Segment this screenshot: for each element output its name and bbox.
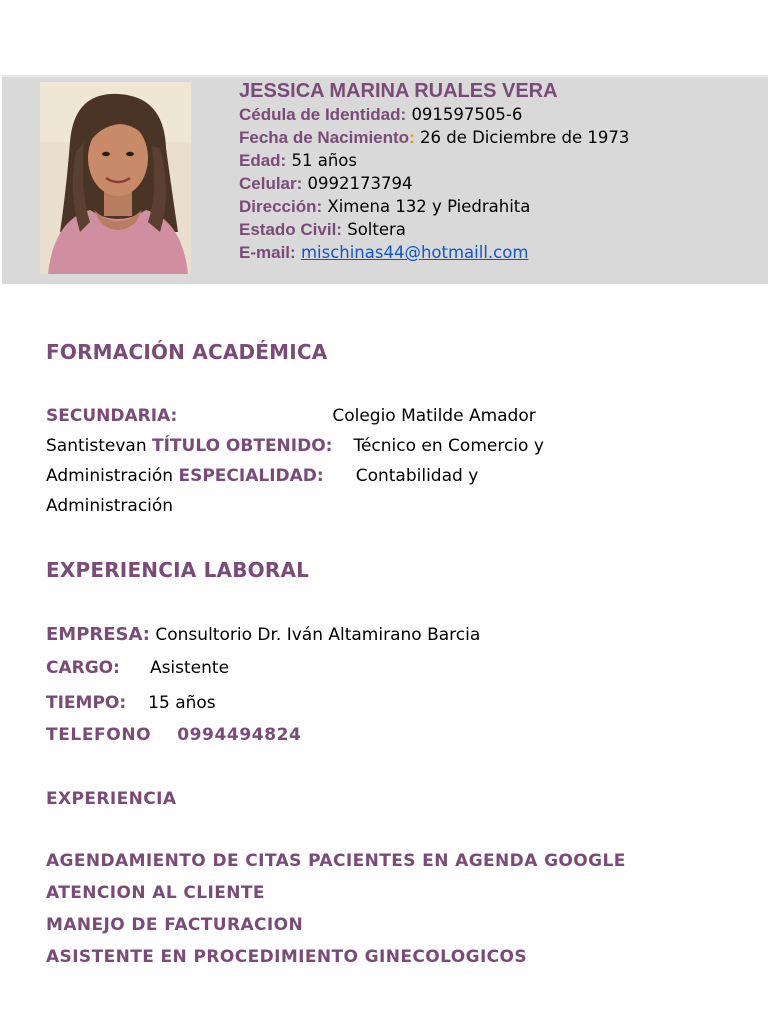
secundaria-value-2: Santistevan [46,436,147,456]
email-row [239,241,629,264]
experiencia-item: MANEJO DE FACTURACION [46,915,304,935]
full-name: JESSICA MARINA RUALES VERA [239,80,558,102]
tiempo-label: TIEMPO: [46,693,127,713]
tiempo-row [46,693,216,713]
nacimiento-row [239,126,629,149]
secundaria-value-1: Colegio Matilde Amador [332,406,536,426]
formacion-line-2 [46,431,606,461]
edad-label: Edad: [239,151,287,170]
nacimiento-label: Fecha de Nacimiento [239,128,410,147]
experiencia-item: ATENCION AL CLIENTE [46,883,265,903]
empresa-label: EMPRESA: [46,624,150,645]
cedula-row [239,103,629,126]
celular-value: 0992173794 [307,174,413,193]
experiencia-laboral-title: EXPERIENCIA LABORAL [46,558,310,582]
personal-info [239,79,629,264]
cargo-row [46,658,229,678]
formacion-line-4 [46,491,606,521]
formacion-title: FORMACIÓN ACADÉMICA [46,340,328,364]
experiencia-item: AGENDAMIENTO DE CITAS PACIENTES EN AGENDA GOOGLE [46,851,626,871]
edad-value: 51 años [291,151,357,170]
celular-label: Celular: [239,174,303,193]
nacimiento-value: 26 de Diciembre de 1973 [419,128,630,147]
direccion-value: Ximena 132 y Piedrahita [327,197,531,216]
secundaria-label: SECUNDARIA: [46,406,178,426]
experiencia-title: EXPERIENCIA [46,789,177,809]
cedula-label: Cédula de Identidad: [239,105,407,124]
estado-civil-value: Soltera [347,220,406,239]
tiempo-value: 15 años [148,693,216,713]
direccion-row [239,195,629,218]
titulo-label: TÍTULO OBTENIDO: [152,436,333,456]
estado-civil-label: Estado Civil: [239,220,342,239]
formacion-body [46,401,606,521]
telefono-row [46,725,302,745]
telefono-label: TELEFONO [46,725,152,745]
especialidad-value-1: Contabilidad y [355,466,479,486]
cargo-label: CARGO: [46,658,120,678]
celular-row [239,172,629,195]
experiencia-item: ASISTENTE EN PROCEDIMIENTO GINECOLOGICOS [46,947,528,967]
estado-civil-row [239,218,629,241]
formacion-line-3 [46,461,606,491]
empresa-value: Consultorio Dr. Iván Altamirano Barcia [155,625,481,645]
nacimiento-colon: : [409,128,415,147]
cargo-value: Asistente [149,658,230,678]
especialidad-value-2: Administración [46,496,174,516]
empresa-row [46,624,480,645]
titulo-value-2: Administración [46,466,174,486]
formacion-line-1 [46,401,606,431]
cedula-value: 091597505-6 [411,105,523,124]
titulo-value-1: Técnico en Comercio y [353,436,544,456]
edad-row [239,149,629,172]
especialidad-label: ESPECIALIDAD: [178,466,324,486]
email-label: E-mail: [239,243,296,262]
direccion-label: Dirección: [239,197,323,216]
telefono-value: 0994494824 [177,725,302,745]
email-link[interactable]: mischinas44@hotmaill.com [300,243,529,262]
profile-photo [40,82,191,274]
